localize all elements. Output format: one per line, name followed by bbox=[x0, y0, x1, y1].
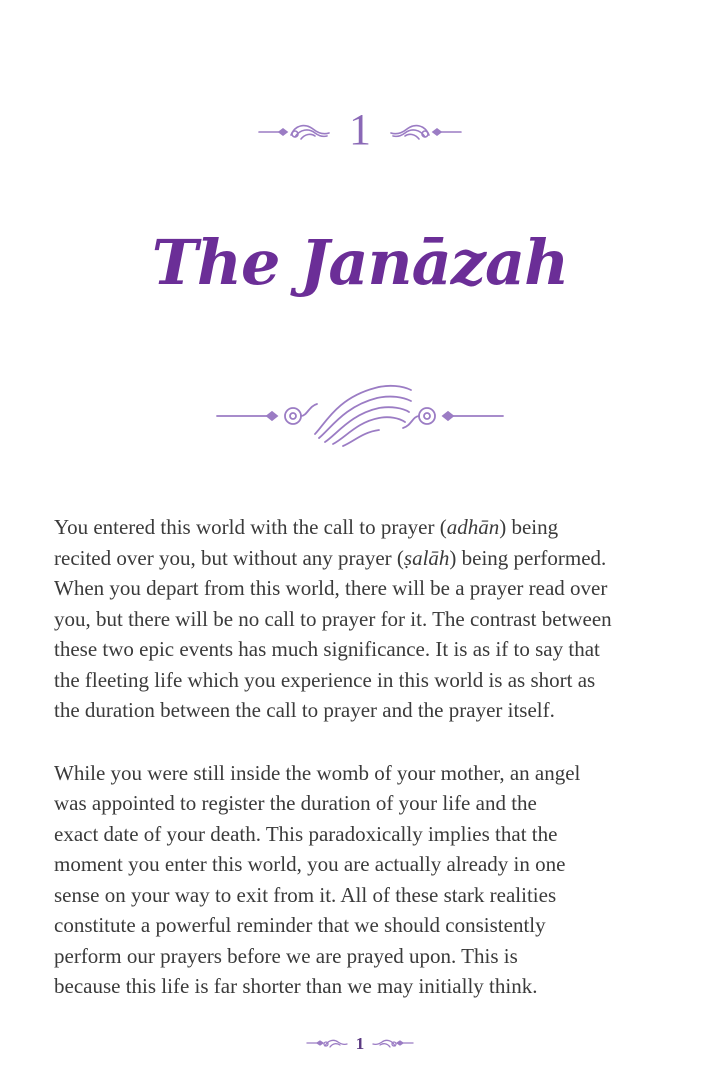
text-line bbox=[54, 758, 654, 789]
paragraph bbox=[54, 758, 654, 1002]
text-run: because this life is far shorter than we may initially think. bbox=[54, 974, 538, 998]
chapter-number: 1 bbox=[349, 105, 371, 154]
paragraph bbox=[54, 512, 654, 726]
text-line bbox=[54, 634, 654, 665]
text-run: ) being bbox=[499, 515, 559, 539]
text-run: recited over you, but without any prayer ( bbox=[54, 545, 404, 570]
chapter-body bbox=[54, 512, 654, 1034]
text-run: moment you enter this world, you are actually already in one bbox=[54, 852, 566, 876]
text-run: was appointed to register the duration of your life and the bbox=[54, 791, 537, 815]
swirl-divider-icon bbox=[0, 376, 720, 452]
footer-flourish-right-icon bbox=[372, 1034, 414, 1054]
text-line bbox=[54, 604, 654, 635]
text-run: While you were still inside the womb of your mother, an angel bbox=[54, 760, 581, 785]
text-run: constitute a powerful reminder that we should consistently bbox=[54, 913, 546, 937]
text-run: sense on your way to exit from it. All of these stark realities bbox=[54, 882, 557, 907]
text-run: exact date of your death. This paradoxically implies that the bbox=[54, 821, 558, 846]
text-line bbox=[54, 819, 654, 850]
page-number: 1 bbox=[355, 1034, 365, 1053]
text-line bbox=[54, 849, 654, 880]
flourish-right-icon bbox=[387, 115, 463, 145]
text-run: the fleeting life which you experience in this world is as short as bbox=[54, 667, 596, 692]
text-run: perform our prayers before we are prayed upon. This is bbox=[54, 943, 518, 968]
italic-term: ṣalāh bbox=[403, 545, 450, 570]
text-line bbox=[54, 880, 654, 911]
text-run: the duration between the call to prayer and the prayer itself. bbox=[54, 698, 555, 722]
footer-flourish-left-icon bbox=[306, 1034, 348, 1054]
text-line bbox=[54, 788, 654, 819]
text-line bbox=[54, 512, 654, 543]
text-line bbox=[54, 910, 654, 941]
italic-term: adhān bbox=[446, 515, 500, 539]
text-run: you, but there will be no call to prayer for it. The contrast between bbox=[54, 606, 612, 631]
text-run: these two epic events has much significance. It is as if to say that bbox=[54, 637, 600, 661]
text-line bbox=[54, 665, 654, 696]
page-footer bbox=[0, 1034, 720, 1054]
text-line bbox=[54, 543, 654, 574]
text-line bbox=[54, 971, 654, 1002]
text-run: ) being performed. bbox=[449, 545, 607, 570]
text-line bbox=[54, 695, 654, 726]
chapter-heading bbox=[0, 100, 720, 160]
flourish-left-icon bbox=[257, 115, 333, 145]
text-run: You entered this world with the call to prayer ( bbox=[54, 515, 447, 539]
text-line bbox=[54, 573, 654, 604]
text-run: When you depart from this world, there will be a prayer read over bbox=[54, 576, 608, 600]
text-line bbox=[54, 941, 654, 972]
chapter-title: The Janāzah bbox=[151, 226, 569, 299]
